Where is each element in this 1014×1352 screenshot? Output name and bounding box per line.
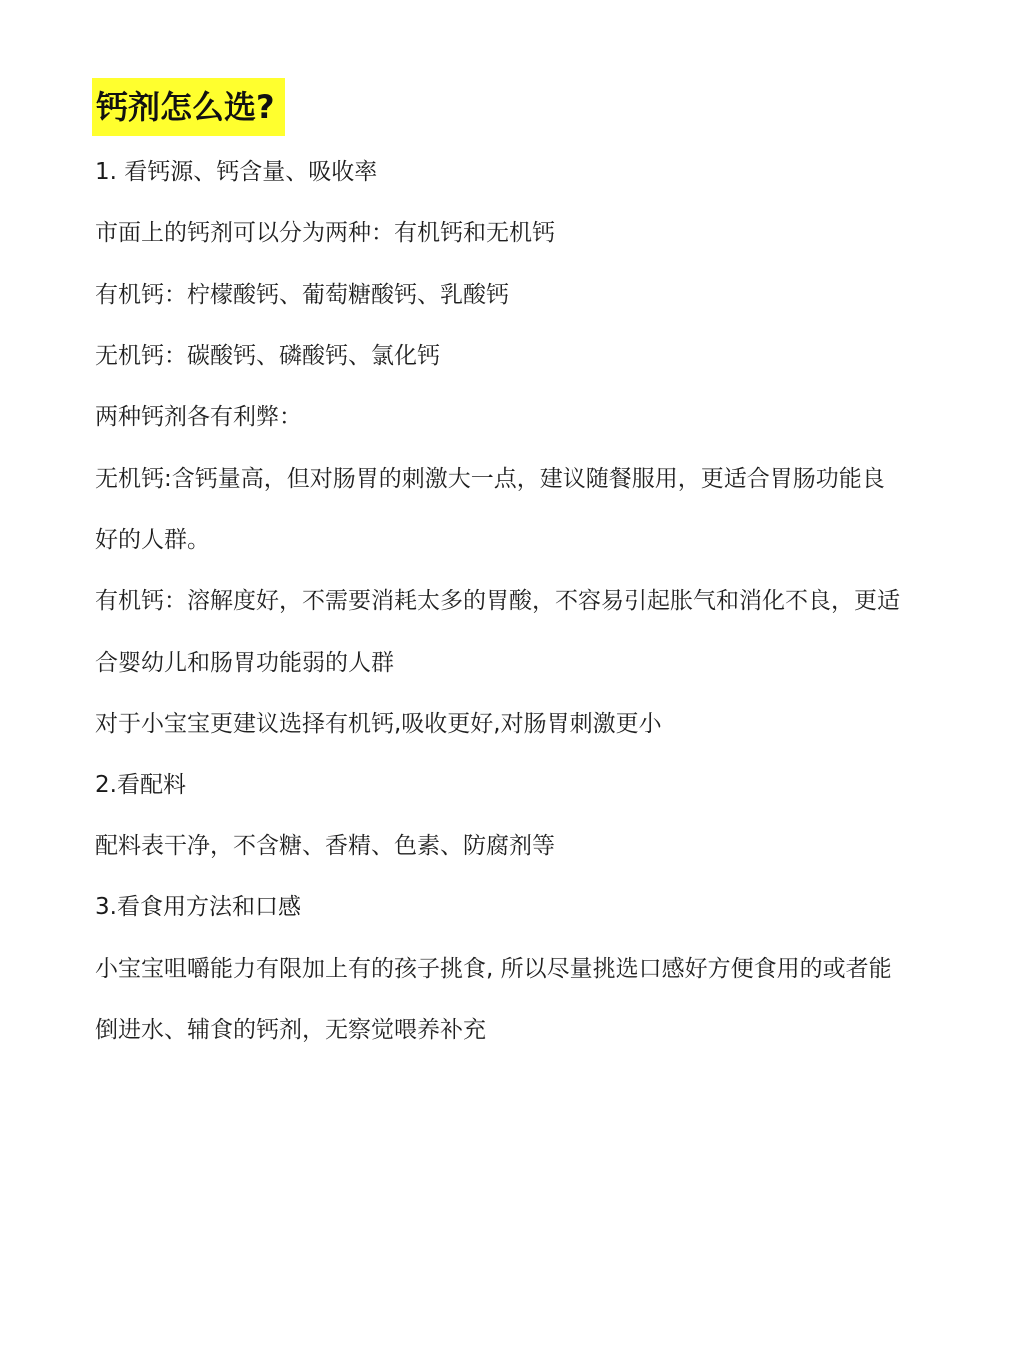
paragraph-line: 倒进水、辅食的钙剂，无察觉喂养补充 [95, 1017, 486, 1043]
paragraph-line: 合婴幼儿和肠胃功能弱的人群 [95, 650, 394, 676]
page-title: 钙剂怎么选? [92, 78, 285, 136]
paragraph-line: 对于小宝宝更建议选择有机钙,吸收更好,对肠胃刺激更小 [95, 711, 662, 737]
paragraph-line: 有机钙：柠檬酸钙、葡萄糖酸钙、乳酸钙 [95, 282, 509, 308]
paragraph-line: 无机钙：碳酸钙、磷酸钙、氯化钙 [95, 343, 440, 369]
section-heading-3: 3.看食用方法和口感 [95, 894, 301, 920]
paragraph-line: 两种钙剂各有利弊： [95, 404, 302, 430]
section-heading-2: 2.看配料 [95, 772, 186, 798]
paragraph-line: 配料表干净，不含糖、香精、色素、防腐剂等 [95, 833, 555, 859]
section-heading-1: 1. 看钙源、钙含量、吸收率 [95, 159, 378, 185]
paragraph-line: 市面上的钙剂可以分为两种：有机钙和无机钙 [95, 220, 555, 246]
paragraph-line: 有机钙：溶解度好，不需要消耗太多的胃酸，不容易引起胀气和消化不良，更适 [95, 588, 900, 614]
paragraph-line: 好的人群。 [95, 527, 210, 553]
paragraph-line: 无机钙:含钙量高，但对肠胃的刺激大一点，建议随餐服用，更适合胃肠功能良 [95, 466, 885, 492]
paragraph-line: 小宝宝咀嚼能力有限加上有的孩子挑食, 所以尽量挑选口感好方便食用的或者能 [95, 956, 892, 982]
